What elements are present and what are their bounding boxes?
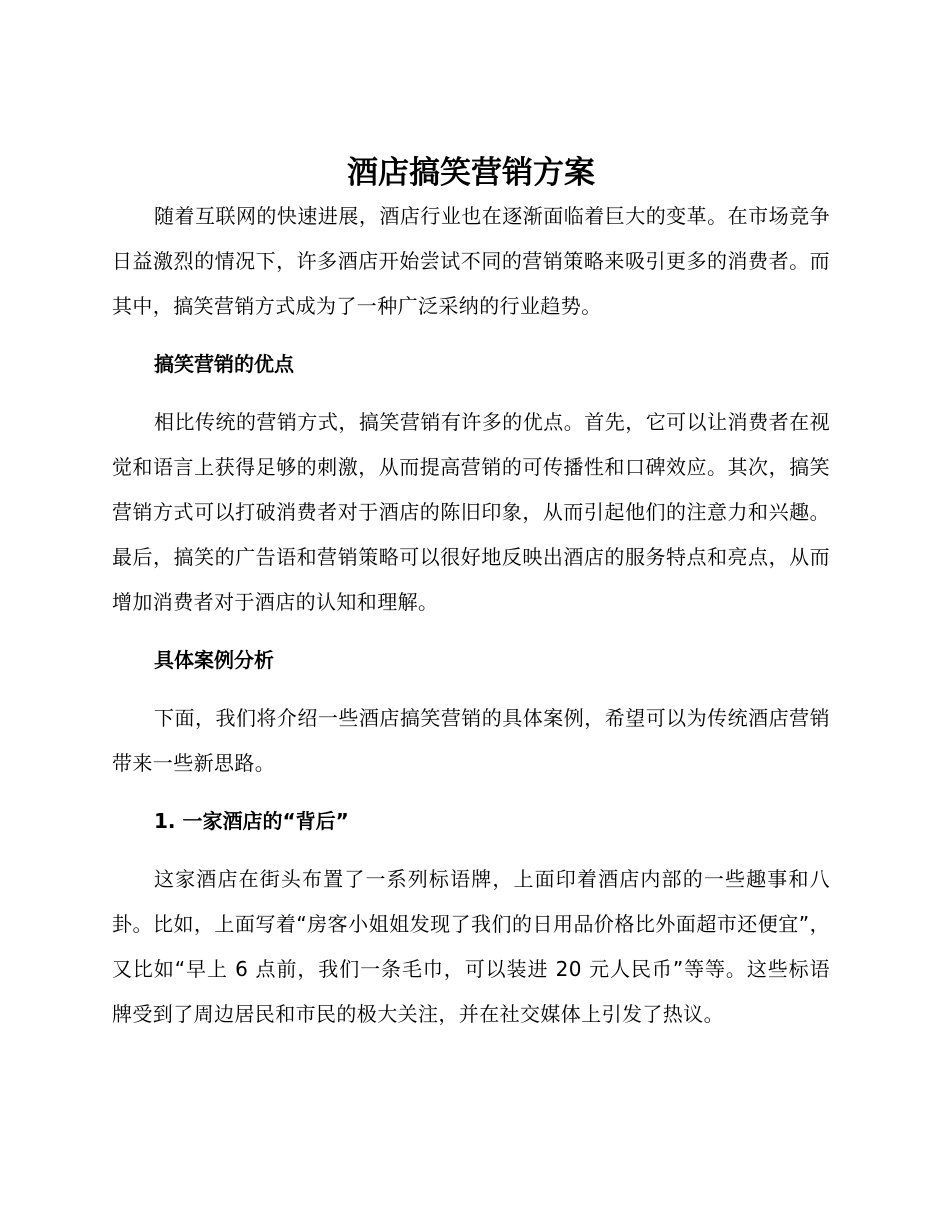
advantages-paragraph: 相比传统的营销方式，搞笑营销有许多的优点。首先，它可以让消费者在视觉和语言上获得足够的刺激，从而提高营销的可传播性和口碑效应。其次，搞笑营销方式可以打破消费者对于酒店的陈旧印象，从而引起他们的注意力和兴趣。最后，搞笑的广告语和营销策略可以很好地反映出酒店的服务特点和亮点，从而增加消费者对于酒店的认知和理解。 bbox=[112, 410, 830, 614]
section-heading-case-analysis: 具体案例分析 bbox=[154, 648, 274, 672]
section-heading-advantages: 搞笑营销的优点 bbox=[154, 352, 294, 376]
intro-paragraph: 随着互联网的快速进展，酒店行业也在逐渐面临着巨大的变革。在市场竞争日益激烈的情况下，许多酒店开始尝试不同的营销策略来吸引更多的消费者。而其中，搞笑营销方式成为了一种广泛采纳的行业趋势。 bbox=[112, 204, 830, 318]
case-1-heading: 1. 一家酒店的“背后” bbox=[154, 809, 349, 833]
case-1-paragraph: 这家酒店在街头布置了一系列标语牌，上面印着酒店内部的一些趣事和八卦。比如，上面写着“房客小姐姐发现了我们的日用品价格比外面超市还便宜”，又比如“早上 6 点前，我们一条毛巾，可以装进 20 元人民币”等等。这些标语牌受到了周边居民和市民的极大关注，并在社交媒体上引发了热议。 bbox=[112, 867, 830, 1026]
document-title: 酒店搞笑营销方案 bbox=[347, 155, 595, 191]
case-analysis-paragraph: 下面，我们将介绍一些酒店搞笑营销的具体案例，希望可以为传统酒店营销带来一些新思路。 bbox=[112, 706, 830, 775]
document-page bbox=[112, 152, 830, 1037]
